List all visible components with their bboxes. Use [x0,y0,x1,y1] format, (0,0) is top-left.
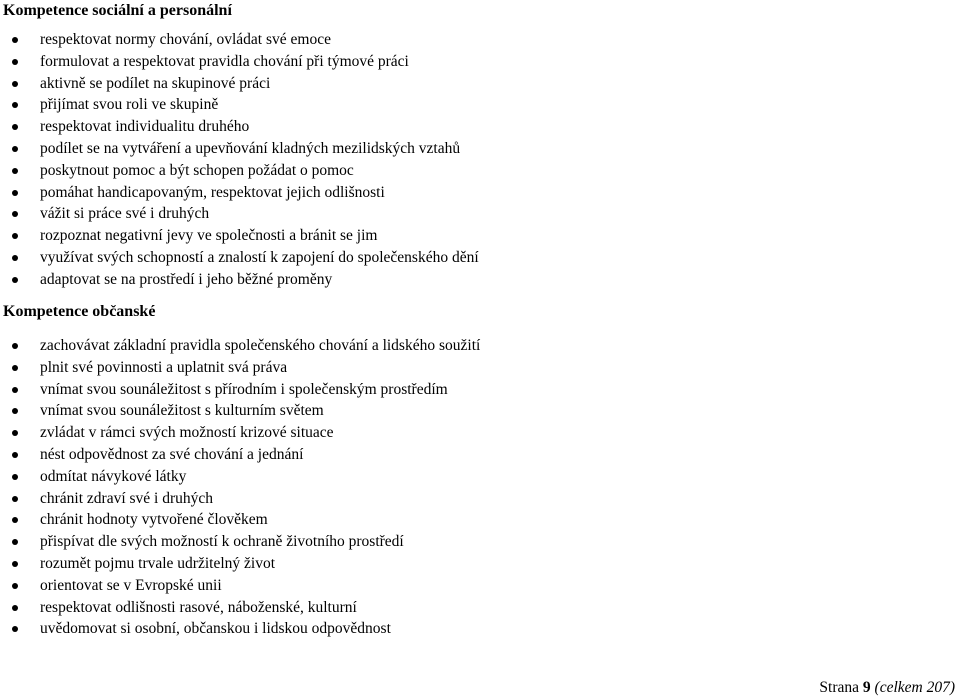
list-item [0,422,480,444]
bullet-icon [12,343,18,349]
bullet-icon [12,474,18,480]
list-item-text: vážit si práce své i druhých [40,205,210,223]
bullet-icon [12,605,18,611]
list-item [0,553,480,575]
list-item [0,247,479,269]
bullet-icon [12,539,18,545]
list-item-text: přijímat svou roli ve skupině [40,96,219,114]
bullet-icon [12,255,18,261]
list-item [0,597,480,619]
list-item-text: aktivně se podílet na skupinové práci [40,74,271,92]
list-item [0,531,480,553]
bullet-icon [12,190,18,196]
list-item [0,269,479,291]
bullet-icon [12,37,18,43]
bullet-icon [12,81,18,87]
bullet-icon [12,452,18,458]
list-item-text: respektovat individualitu druhého [40,118,250,136]
list-item-text: uvědomovat si osobní, občanskou i lidskou odpovědnost [40,620,391,638]
bullet-icon [12,365,18,371]
list-item-text: odmítat návykové látky [40,467,187,485]
list-item [0,182,479,204]
page-footer [819,678,955,698]
list-item [0,488,480,510]
bullet-icon [12,277,18,283]
bullet-icon [12,233,18,239]
bullet-icon [12,387,18,393]
list-item-text: zvládat v rámci svých možností krizové situace [40,424,334,442]
list-item-text: respektovat odlišnosti rasové, náboženské, kulturní [40,598,357,616]
list-item-text: vnímat svou sounáležitost s kulturním světem [40,402,324,420]
list-item [0,94,479,116]
bullet-icon [12,517,18,523]
bullet-icon [12,168,18,174]
list-item-text: respektovat normy chování, ovládat své emoce [40,31,331,48]
list-item [0,203,479,225]
page-label: Strana [819,679,860,696]
list-item-text: adaptovat se na prostředí i jeho běžné proměny [40,270,333,288]
bullet-icon [12,583,18,589]
list-item [0,225,479,247]
bullet-icon [12,430,18,436]
list-item-text: přispívat dle svých možností k ochraně životního prostředí [40,533,404,551]
list-item-text: rozumět pojmu trvale udržitelný život [40,554,276,572]
social-personal-competence-list [0,29,479,291]
list-item [0,575,480,597]
list-item-text: využívat svých schopností a znalostí k zapojení do společenského dění [40,248,479,266]
list-item-text: nést odpovědnost za své chování a jednání [40,445,304,463]
list-item [0,160,479,182]
list-item-text: pomáhat handicapovaným, respektovat jejich odlišnosti [40,183,385,201]
section-heading-social-personal: Kompetence sociální a personální [3,2,232,19]
list-item-text: zachovávat základní pravidla společenského chování a lidského soužití [40,337,481,354]
list-item [0,73,479,95]
list-item [0,444,480,466]
page-total: (celkem 207) [874,679,955,696]
list-item-text: chránit hodnoty vytvořené člověkem [40,511,268,529]
bullet-icon [12,124,18,130]
list-item [0,51,479,73]
bullet-icon [12,626,18,632]
list-item [0,116,479,138]
bullet-icon [12,102,18,108]
list-item [0,618,480,640]
list-item-text: formulovat a respektovat pravidla chování při týmové práci [40,52,409,70]
list-item [0,509,480,531]
bullet-icon [12,561,18,567]
bullet-icon [12,496,18,502]
list-item-text: vnímat svou sounáležitost s přírodním i společenským prostředím [40,380,448,398]
bullet-icon [12,146,18,152]
list-item-text: plnit své povinnosti a uplatnit svá práva [40,358,288,376]
list-item-text: rozpoznat negativní jevy ve společnosti a bránit se jim [40,227,378,245]
list-item [0,400,480,422]
bullet-icon [12,408,18,414]
section-heading-civic: Kompetence občanské [3,303,156,320]
list-item-text: orientovat se v Evropské unii [40,576,222,594]
list-item [0,29,479,51]
list-item [0,357,480,379]
list-item [0,335,480,357]
civic-competence-list [0,335,480,640]
list-item [0,138,479,160]
bullet-icon [12,211,18,217]
bullet-icon [12,59,18,65]
list-item-text: chránit zdraví své i druhých [40,489,214,507]
list-item-text: poskytnout pomoc a být schopen požádat o pomoc [40,161,354,179]
page-number: 9 [862,679,871,696]
list-item-text: podílet se na vytváření a upevňování kladných mezilidských vztahů [40,139,461,157]
list-item [0,466,480,488]
list-item [0,379,480,401]
